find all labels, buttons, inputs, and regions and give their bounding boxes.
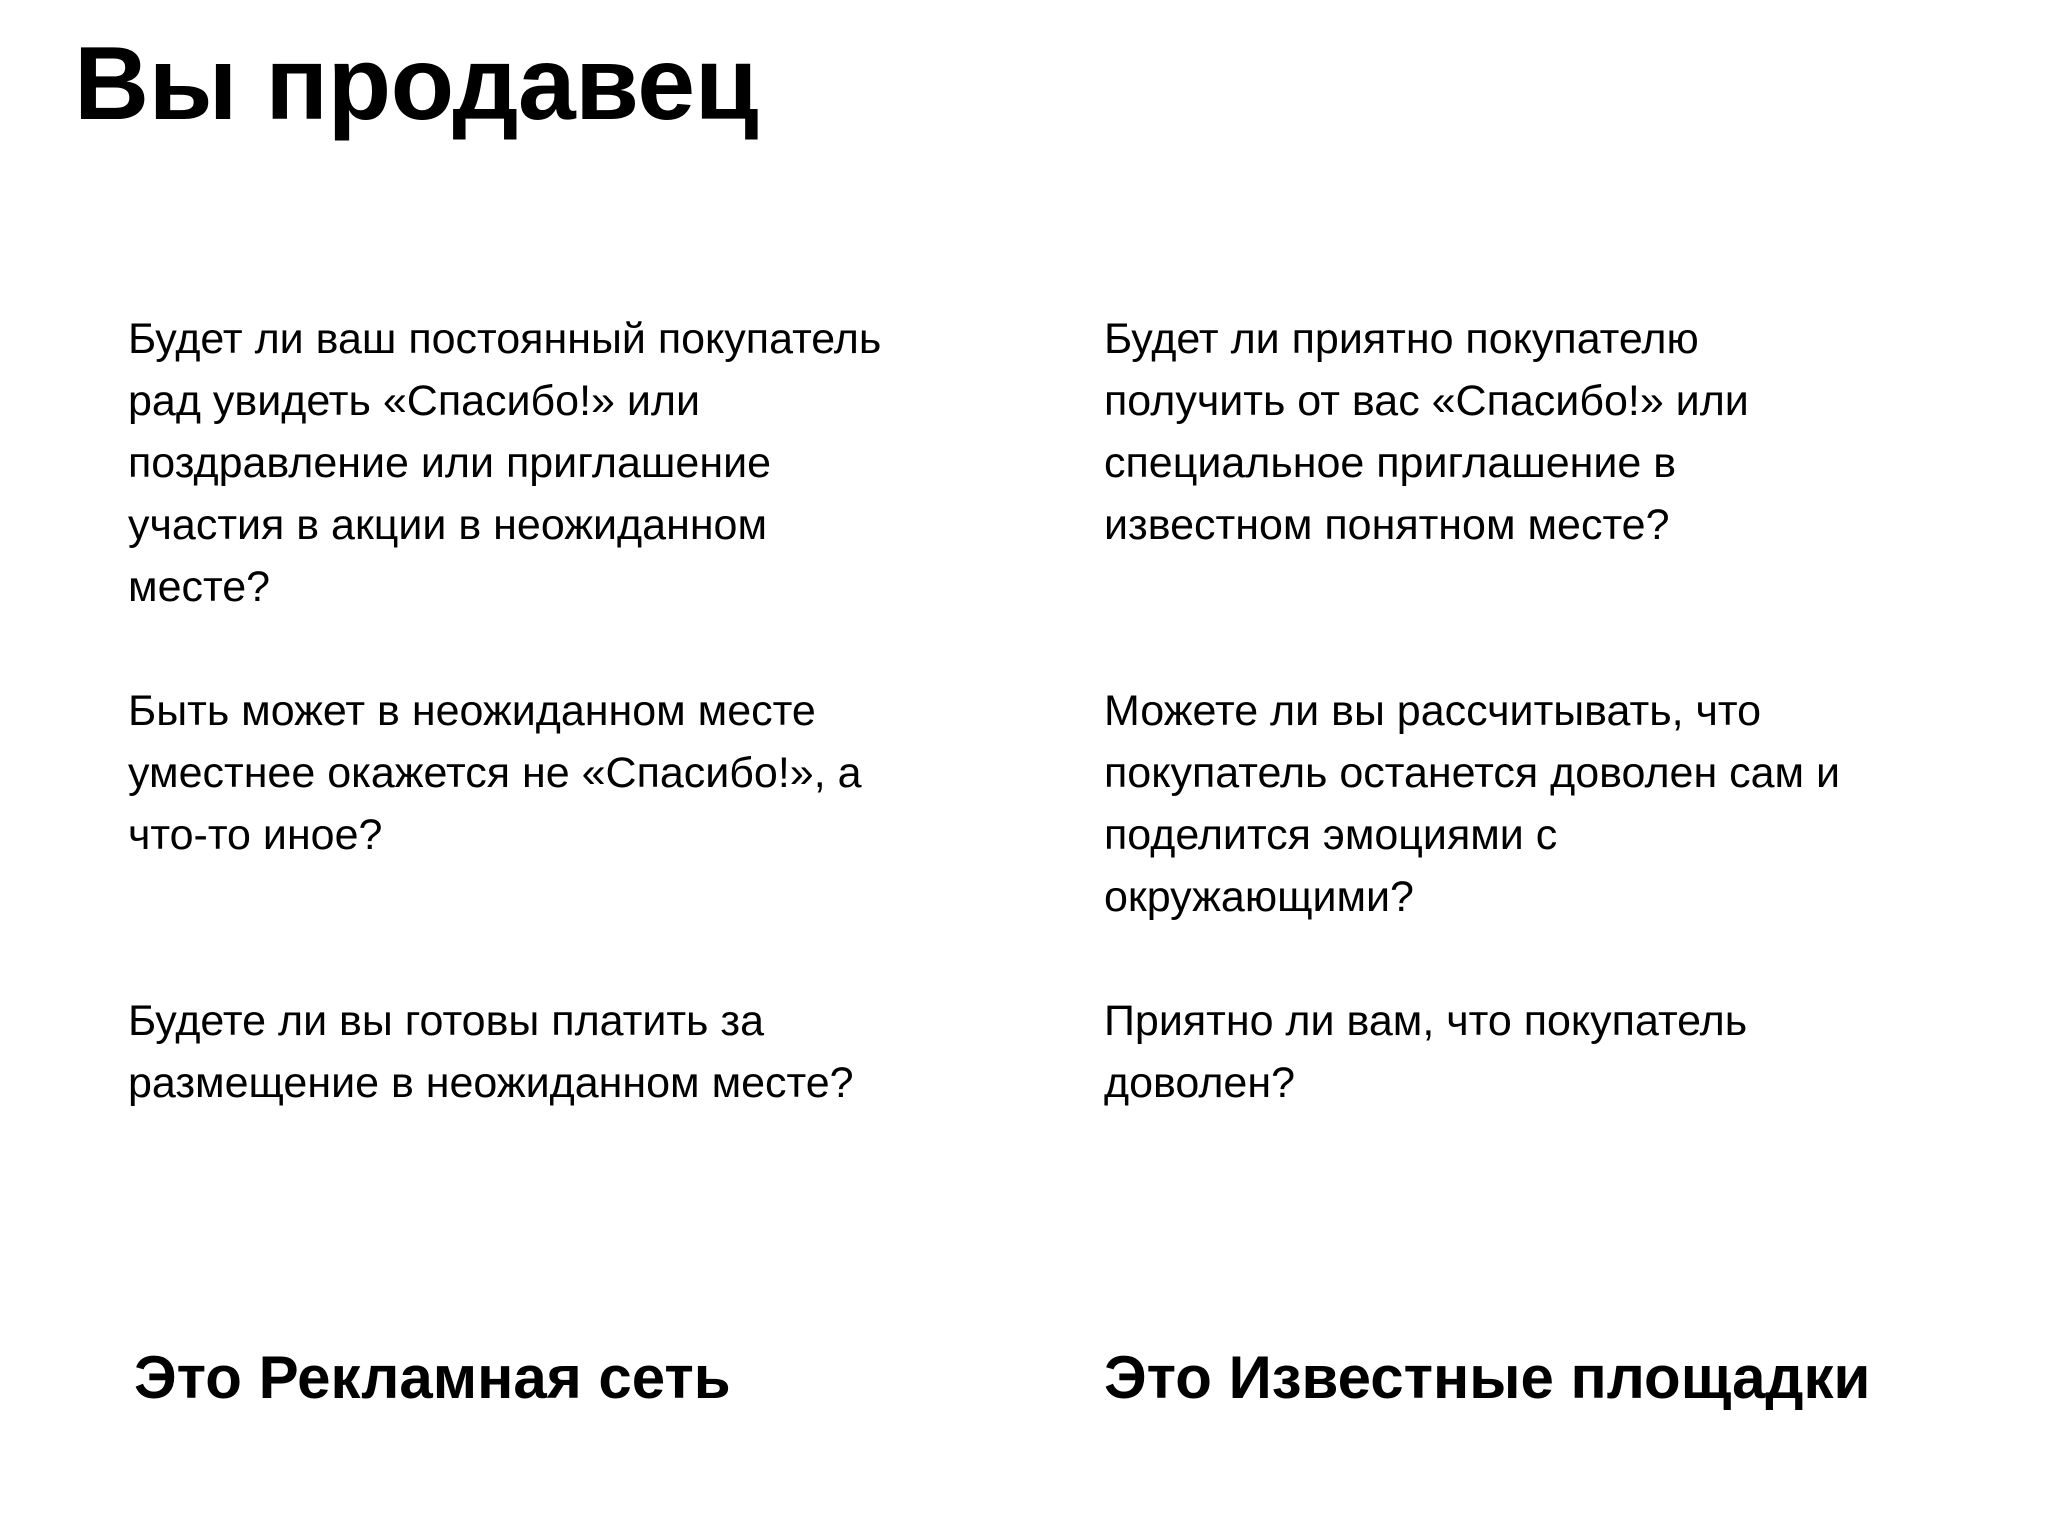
right-paragraph-2: Можете ли вы рассчитывать, что покупатель останется доволен сам и поделится эмоциями с окружающими? — [1104, 687, 1841, 921]
right-conclusion: Это Известные площадки — [1104, 1344, 1871, 1411]
left-paragraph-2: Быть может в неожиданном месте уместнее окажется не «Спасибо!», а что-то иное? — [128, 687, 862, 859]
left-paragraph-1: Будет ли ваш постоянный покупатель рад увидеть «Спасибо!» или поздравление или приглашение участия в акции в неожиданном месте? — [128, 315, 882, 611]
slide-title: Вы продавец — [74, 26, 759, 142]
left-paragraph-3: Будете ли вы готовы платить за размещение в неожиданном месте? — [128, 997, 854, 1107]
left-conclusion: Это Рекламная сеть — [134, 1344, 731, 1411]
right-paragraph-3: Приятно ли вам, что покупатель доволен? — [1104, 997, 1748, 1107]
right-paragraph-1: Будет ли приятно покупателю получить от вас «Спасибо!» или специальное приглашение в известном понятном месте? — [1104, 315, 1749, 549]
